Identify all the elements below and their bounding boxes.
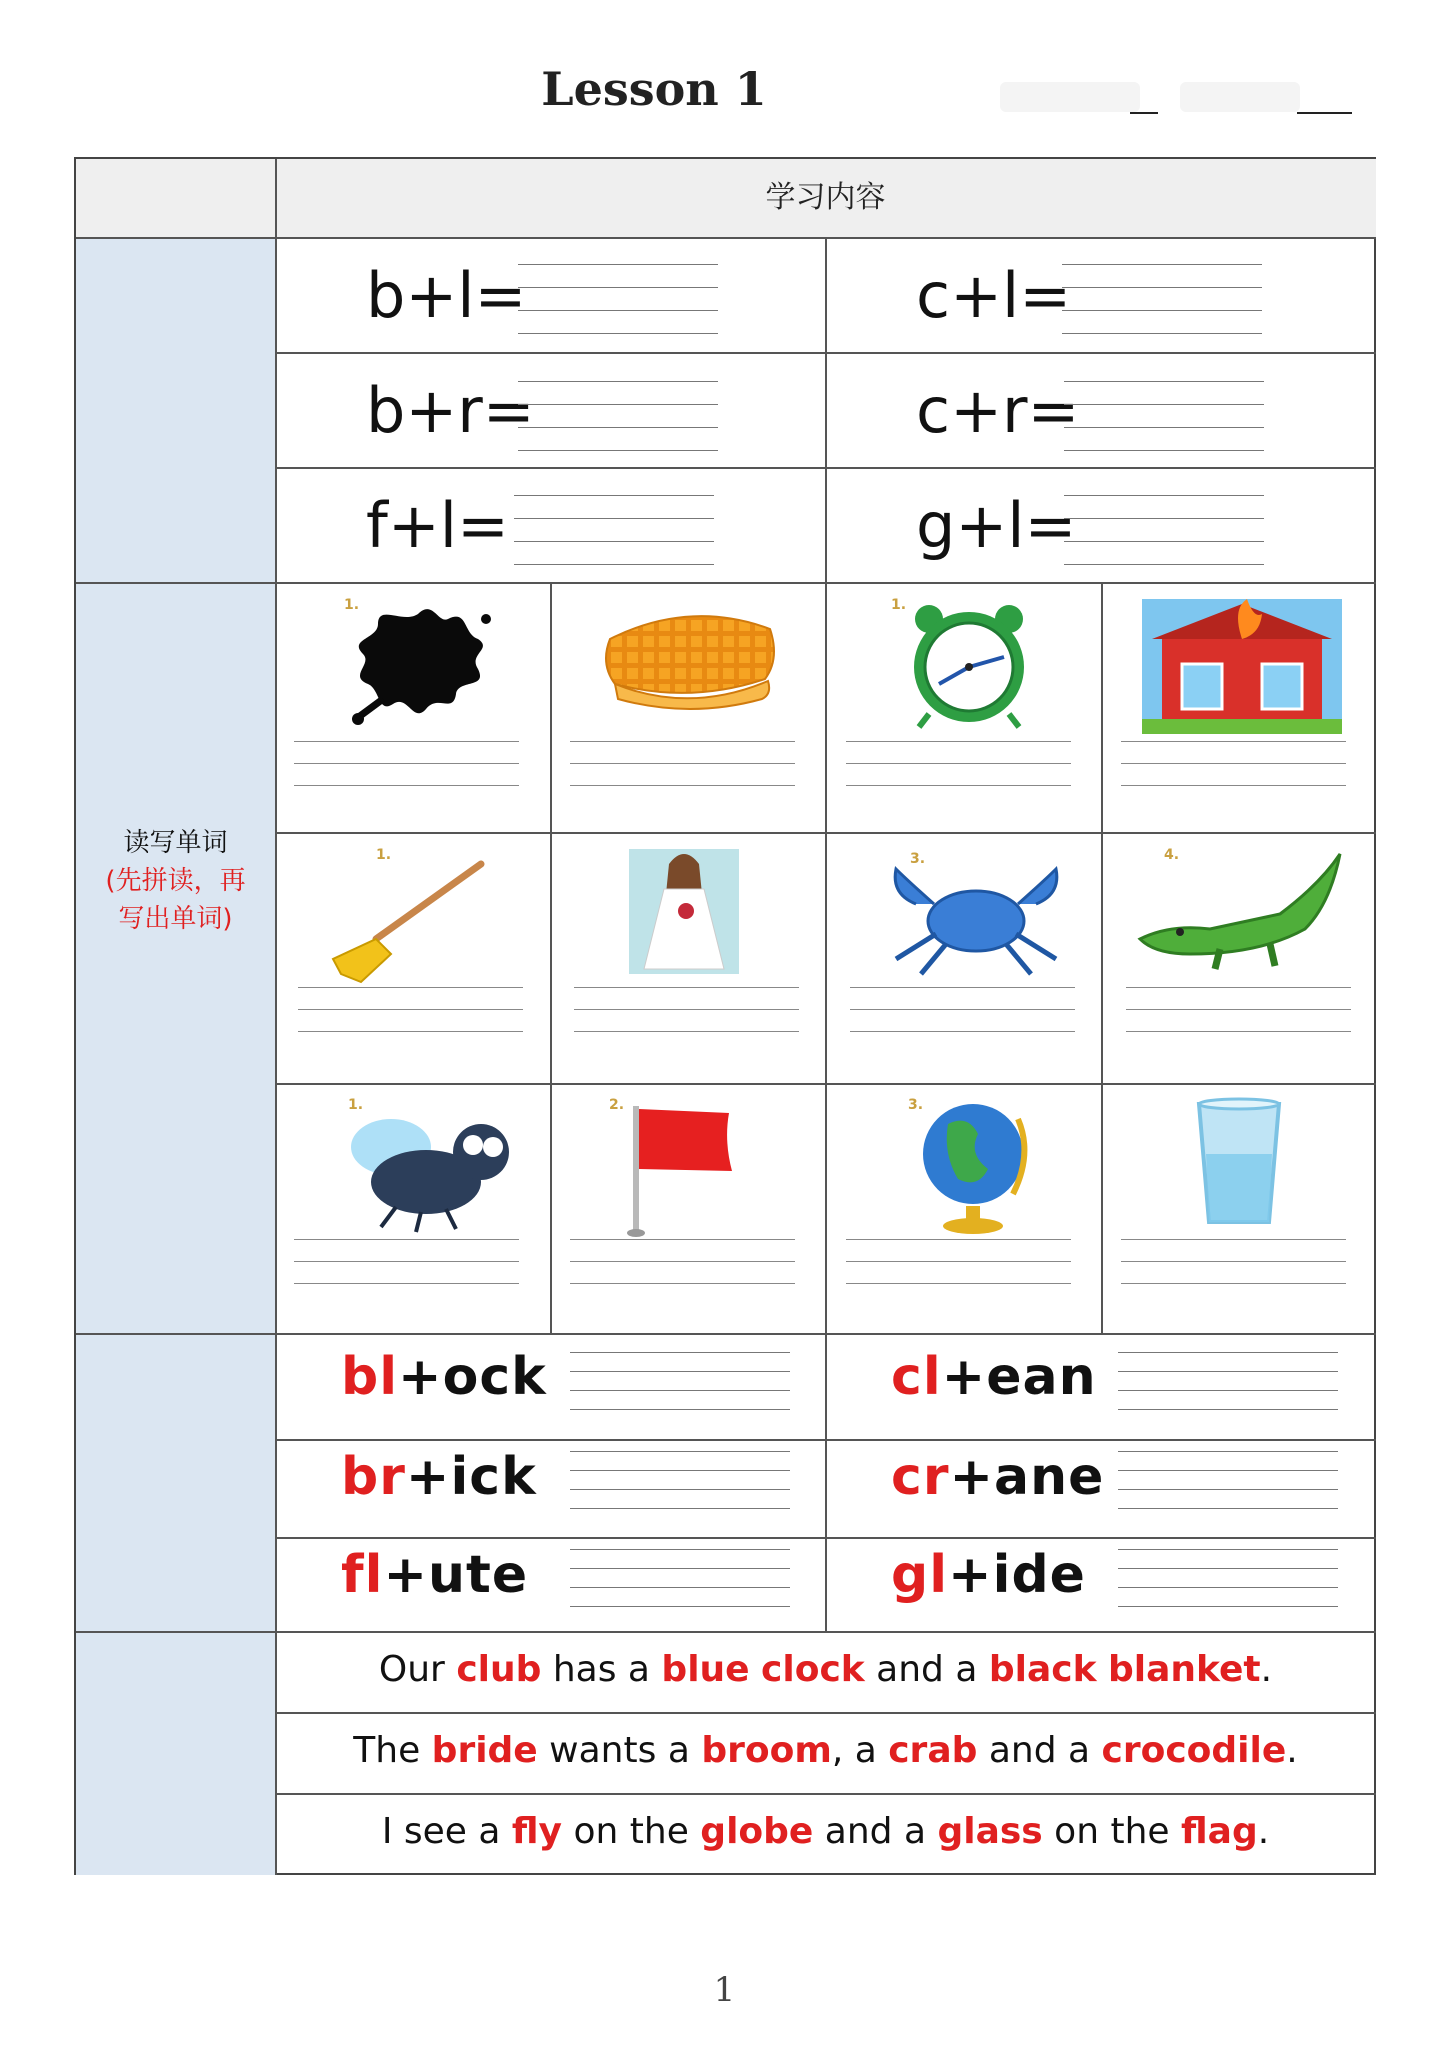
highlight-word: bride (431, 1730, 538, 1771)
picture-write-lines[interactable] (294, 741, 519, 807)
highlight-word: glass (937, 1811, 1043, 1852)
sentence-2 (275, 1730, 1376, 1771)
sentence-text: wants a (537, 1730, 702, 1771)
sentence-text: has a (541, 1649, 662, 1690)
blend-glide: gl+ide (891, 1545, 1086, 1605)
picture-write-lines[interactable] (846, 741, 1071, 807)
sentence-1 (275, 1649, 1376, 1690)
blend-clean: cl+ean (891, 1347, 1097, 1407)
picture-number: 1. (344, 597, 360, 613)
sentence-text: , a (831, 1730, 889, 1771)
formula-g-l: g+l= (916, 489, 1077, 562)
crab-icon (876, 849, 1076, 979)
globe-icon (908, 1094, 1048, 1244)
formula-write-lines[interactable] (1062, 264, 1262, 356)
sentence-text: . (1257, 1811, 1270, 1852)
blend-write-lines[interactable] (570, 1352, 790, 1432)
formula-write-lines[interactable] (514, 495, 714, 587)
picture-write-lines[interactable] (294, 1239, 519, 1305)
formula-c-r: c+r= (916, 374, 1080, 447)
blend-brick: br+ick (341, 1447, 537, 1507)
glass-icon (1184, 1094, 1294, 1234)
highlight-word: crocodile (1101, 1730, 1287, 1771)
picture-write-lines[interactable] (574, 987, 799, 1053)
picture-write-lines[interactable] (850, 987, 1075, 1053)
highlight-word: blue (661, 1649, 750, 1690)
sentence-text: on the (1042, 1811, 1181, 1852)
highlight-word: globe (700, 1811, 814, 1852)
highlight-word: black (988, 1649, 1097, 1690)
sentence-text: and a (813, 1811, 938, 1852)
picture-write-lines[interactable] (846, 1239, 1071, 1305)
sentence-text: . (1260, 1649, 1273, 1690)
formula-b-l: b+l= (366, 259, 527, 332)
worksheet-table (74, 157, 1376, 1875)
blend-crane: cr+ane (891, 1447, 1105, 1507)
sentence-text: I see a (381, 1811, 512, 1852)
picture-number: 1. (348, 1097, 364, 1113)
picture-number: 3. (908, 1097, 924, 1113)
page-number: 1 (713, 1970, 736, 2010)
blend-block: bl+ock (341, 1347, 547, 1407)
picture-write-lines[interactable] (1126, 987, 1351, 1053)
blend-write-lines[interactable] (1118, 1451, 1338, 1531)
sentence-text: and a (977, 1730, 1102, 1771)
crocodile-icon (1130, 844, 1350, 974)
sentence-text (1097, 1649, 1108, 1690)
highlight-word: broom (701, 1730, 832, 1771)
header-left-cell (76, 159, 275, 237)
picture-write-lines[interactable] (570, 1239, 795, 1305)
picture-number: 1. (891, 597, 907, 613)
sentence-text: on the (562, 1811, 701, 1852)
formula-b-r: b+r= (366, 374, 535, 447)
name-blank (1130, 112, 1158, 114)
side-label-line1: 读写单词 (123, 828, 228, 858)
ink-splat-icon (338, 594, 498, 734)
side-label (76, 824, 275, 938)
blend-write-lines[interactable] (1118, 1549, 1338, 1629)
sentence-3 (275, 1811, 1376, 1852)
highlight-word: fly (511, 1811, 563, 1852)
house-on-fire-icon (1142, 599, 1342, 734)
blend-write-lines[interactable] (570, 1549, 790, 1629)
side-label-line3: 写出单词) (118, 904, 233, 934)
picture-write-lines[interactable] (1121, 1239, 1346, 1305)
blend-write-lines[interactable] (570, 1451, 790, 1531)
picture-number: 4. (1164, 847, 1180, 863)
highlight-word: flag (1180, 1811, 1258, 1852)
formula-f-l: f+l= (366, 489, 509, 562)
highlight-word: clock (761, 1649, 865, 1690)
blend-write-lines[interactable] (1118, 1352, 1338, 1432)
class-blank-shadow (1180, 82, 1300, 112)
picture-number: 1. (376, 847, 392, 863)
highlight-word: crab (888, 1730, 978, 1771)
side-label-line2: (先拼读，再 (105, 866, 246, 896)
formula-write-lines[interactable] (1064, 381, 1264, 473)
blanket-icon (590, 599, 790, 719)
bride-icon (624, 839, 744, 979)
sentence-text: Our (378, 1649, 457, 1690)
lesson-title: Lesson 1 (541, 62, 767, 116)
class-blank (1297, 112, 1352, 114)
picture-number: 2. (609, 1097, 625, 1113)
name-blank-shadow (1000, 82, 1140, 112)
sentence-text: and a (864, 1649, 989, 1690)
left-column (76, 237, 275, 1875)
sentence-text (750, 1649, 761, 1690)
sentence-text: . (1286, 1730, 1298, 1771)
picture-number: 3. (910, 851, 926, 867)
sentence-text: The (353, 1730, 432, 1771)
formula-write-lines[interactable] (1064, 495, 1264, 587)
picture-write-lines[interactable] (1121, 741, 1346, 807)
picture-write-lines[interactable] (298, 987, 523, 1053)
header-content-label: 学习内容 (765, 180, 886, 215)
blend-flute: fl+ute (341, 1545, 529, 1605)
flag-icon (624, 1101, 744, 1241)
alarm-clock-icon (894, 599, 1044, 729)
broom-icon (321, 854, 491, 984)
formula-write-lines[interactable] (518, 264, 718, 356)
formula-write-lines[interactable] (518, 381, 718, 473)
highlight-word: blanket (1108, 1649, 1261, 1690)
highlight-word: club (456, 1649, 542, 1690)
formula-c-l: c+l= (916, 259, 1072, 332)
fly-icon (341, 1097, 521, 1237)
picture-write-lines[interactable] (570, 741, 795, 807)
